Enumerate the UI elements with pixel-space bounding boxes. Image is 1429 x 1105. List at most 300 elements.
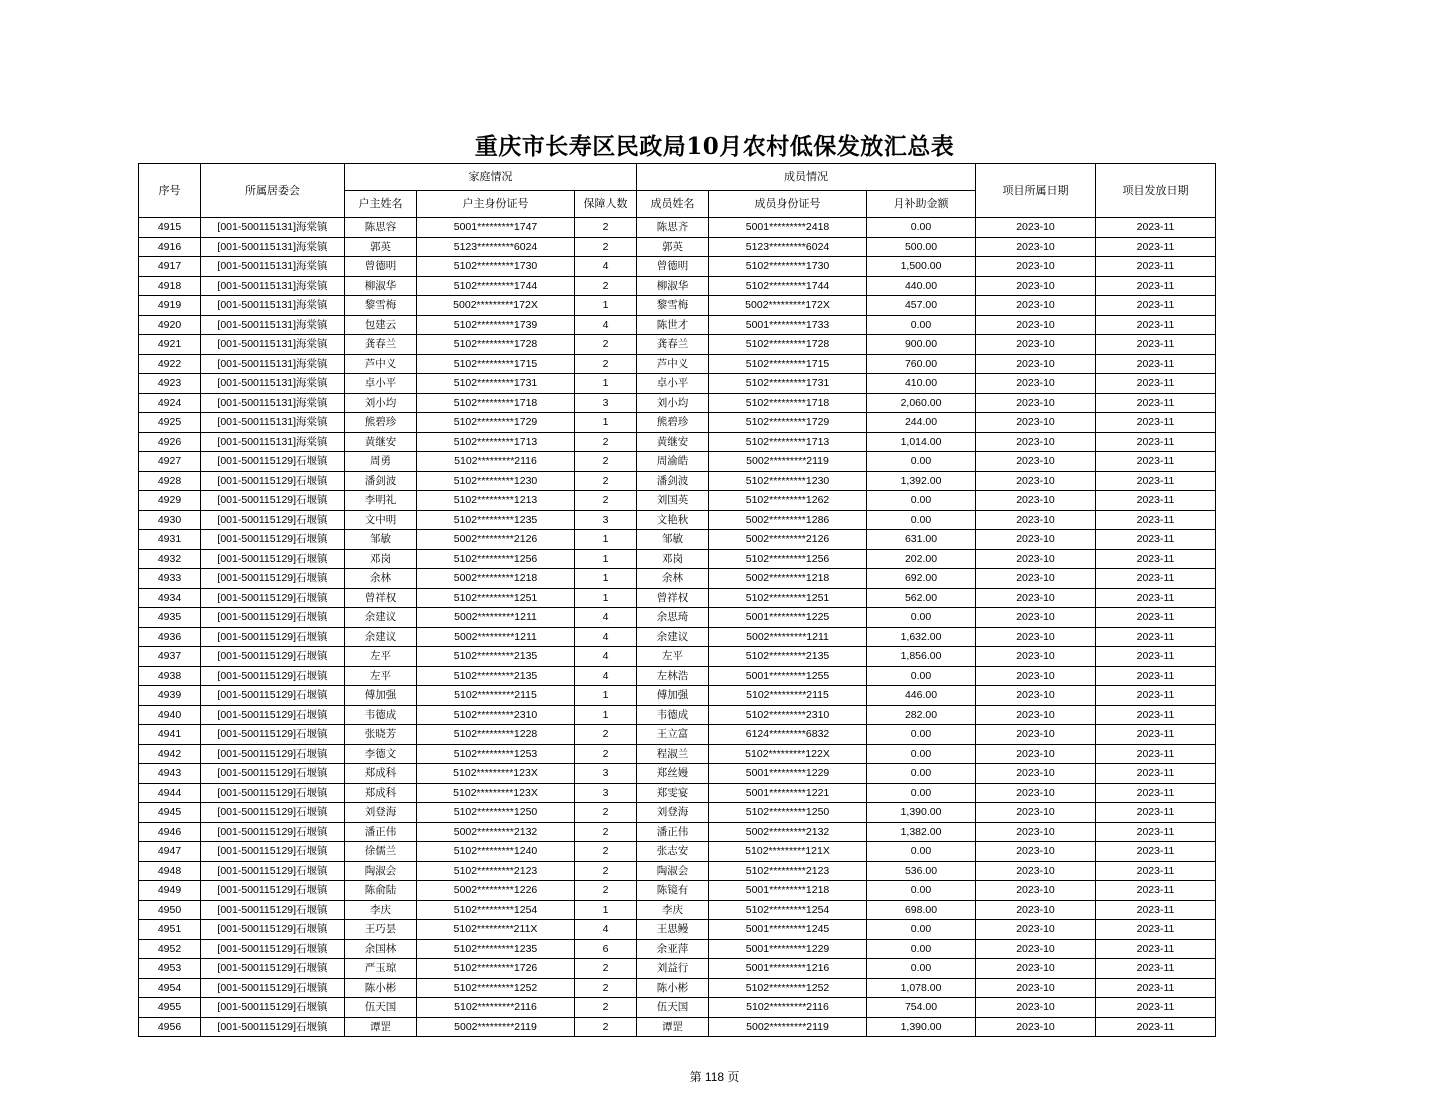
cell-project-period: 2023-10 <box>976 842 1096 862</box>
cell-insured-count: 2 <box>575 432 637 452</box>
cell-community: [001-500115131]海棠镇 <box>201 354 345 374</box>
cell-member-id: 5001*********1218 <box>709 881 867 901</box>
cell-issue-date: 2023-11 <box>1096 432 1216 452</box>
cell-seq: 4925 <box>139 413 201 433</box>
cell-seq: 4951 <box>139 920 201 940</box>
cell-member-id: 5001*********2418 <box>709 218 867 238</box>
cell-member-id: 6124*********6832 <box>709 725 867 745</box>
cell-insured-count: 3 <box>575 393 637 413</box>
cell-community: [001-500115131]海棠镇 <box>201 315 345 335</box>
table-row <box>139 686 1216 706</box>
cell-issue-date: 2023-11 <box>1096 783 1216 803</box>
cell-household-name: 潘剑波 <box>345 471 417 491</box>
cell-community: [001-500115131]海棠镇 <box>201 296 345 316</box>
cell-seq: 4928 <box>139 471 201 491</box>
table-row <box>139 549 1216 569</box>
cell-issue-date: 2023-11 <box>1096 237 1216 257</box>
cell-member-name: 韦德成 <box>637 705 709 725</box>
cell-household-id: 5102*********123X <box>417 764 575 784</box>
cell-member-name: 邓岗 <box>637 549 709 569</box>
cell-household-id: 5102*********1713 <box>417 432 575 452</box>
cell-monthly-amount: 410.00 <box>867 374 976 394</box>
table-row <box>139 647 1216 667</box>
cell-household-name: 郭英 <box>345 237 417 257</box>
cell-community: [001-500115129]石堰镇 <box>201 900 345 920</box>
cell-community: [001-500115129]石堰镇 <box>201 647 345 667</box>
cell-project-period: 2023-10 <box>976 608 1096 628</box>
header-seq: 序号 <box>139 164 201 218</box>
cell-household-name: 余建议 <box>345 608 417 628</box>
cell-household-name: 王巧昙 <box>345 920 417 940</box>
cell-issue-date: 2023-11 <box>1096 900 1216 920</box>
cell-household-name: 潘正伟 <box>345 822 417 842</box>
cell-project-period: 2023-10 <box>976 998 1096 1018</box>
cell-project-period: 2023-10 <box>976 393 1096 413</box>
cell-monthly-amount: 457.00 <box>867 296 976 316</box>
cell-member-name: 左平 <box>637 647 709 667</box>
cell-household-id: 5002*********2126 <box>417 530 575 550</box>
cell-insured-count: 4 <box>575 315 637 335</box>
cell-monthly-amount: 536.00 <box>867 861 976 881</box>
cell-member-name: 谭罡 <box>637 1017 709 1037</box>
cell-issue-date: 2023-11 <box>1096 257 1216 277</box>
cell-seq: 4947 <box>139 842 201 862</box>
cell-project-period: 2023-10 <box>976 959 1096 979</box>
cell-insured-count: 2 <box>575 1017 637 1037</box>
cell-seq: 4921 <box>139 335 201 355</box>
cell-monthly-amount: 0.00 <box>867 744 976 764</box>
cell-member-id: 5102*********1252 <box>709 978 867 998</box>
cell-member-name: 刘国英 <box>637 491 709 511</box>
cell-seq: 4936 <box>139 627 201 647</box>
table-row <box>139 978 1216 998</box>
cell-issue-date: 2023-11 <box>1096 686 1216 706</box>
cell-household-id: 5002*********1218 <box>417 569 575 589</box>
header-member-name: 成员姓名 <box>637 191 709 218</box>
cell-monthly-amount: 2,060.00 <box>867 393 976 413</box>
cell-seq: 4955 <box>139 998 201 1018</box>
cell-member-name: 余建议 <box>637 627 709 647</box>
cell-issue-date: 2023-11 <box>1096 803 1216 823</box>
cell-project-period: 2023-10 <box>976 413 1096 433</box>
cell-community: [001-500115129]石堰镇 <box>201 822 345 842</box>
cell-seq: 4935 <box>139 608 201 628</box>
cell-household-id: 5123*********6024 <box>417 237 575 257</box>
cell-monthly-amount: 1,078.00 <box>867 978 976 998</box>
cell-household-name: 曾德明 <box>345 257 417 277</box>
cell-household-name: 余建议 <box>345 627 417 647</box>
cell-household-name: 包建云 <box>345 315 417 335</box>
cell-seq: 4937 <box>139 647 201 667</box>
cell-project-period: 2023-10 <box>976 471 1096 491</box>
cell-insured-count: 1 <box>575 569 637 589</box>
cell-household-id: 5102*********2135 <box>417 666 575 686</box>
cell-household-name: 余林 <box>345 569 417 589</box>
cell-member-name: 曾祥权 <box>637 588 709 608</box>
cell-issue-date: 2023-11 <box>1096 413 1216 433</box>
table-row <box>139 627 1216 647</box>
cell-monthly-amount: 0.00 <box>867 959 976 979</box>
cell-household-id: 5102*********2115 <box>417 686 575 706</box>
cell-monthly-amount: 0.00 <box>867 491 976 511</box>
table-body <box>139 218 1216 1037</box>
cell-household-id: 5102*********2116 <box>417 998 575 1018</box>
cell-member-name: 柳淑华 <box>637 276 709 296</box>
cell-community: [001-500115129]石堰镇 <box>201 939 345 959</box>
table-row <box>139 530 1216 550</box>
table-row <box>139 335 1216 355</box>
cell-community: [001-500115129]石堰镇 <box>201 452 345 472</box>
cell-insured-count: 2 <box>575 354 637 374</box>
table-row <box>139 842 1216 862</box>
cell-seq: 4917 <box>139 257 201 277</box>
cell-member-name: 芦中义 <box>637 354 709 374</box>
cell-community: [001-500115129]石堰镇 <box>201 686 345 706</box>
header-insured-count: 保障人数 <box>575 191 637 218</box>
cell-seq: 4929 <box>139 491 201 511</box>
page-footer: 第 118 页 <box>689 1070 740 1084</box>
cell-issue-date: 2023-11 <box>1096 627 1216 647</box>
cell-member-name: 刘登海 <box>637 803 709 823</box>
cell-member-name: 卓小平 <box>637 374 709 394</box>
cell-insured-count: 1 <box>575 705 637 725</box>
table-row <box>139 393 1216 413</box>
header-community: 所属居委会 <box>201 164 345 218</box>
cell-insured-count: 4 <box>575 257 637 277</box>
cell-insured-count: 2 <box>575 218 637 238</box>
cell-monthly-amount: 0.00 <box>867 842 976 862</box>
cell-member-id: 5001*********1216 <box>709 959 867 979</box>
cell-seq: 4930 <box>139 510 201 530</box>
cell-community: [001-500115131]海棠镇 <box>201 257 345 277</box>
cell-project-period: 2023-10 <box>976 725 1096 745</box>
cell-issue-date: 2023-11 <box>1096 471 1216 491</box>
cell-household-name: 傅加强 <box>345 686 417 706</box>
cell-household-id: 5102*********1253 <box>417 744 575 764</box>
cell-project-period: 2023-10 <box>976 647 1096 667</box>
cell-community: [001-500115129]石堰镇 <box>201 861 345 881</box>
cell-household-name: 郑成科 <box>345 764 417 784</box>
table-row <box>139 354 1216 374</box>
table-row <box>139 900 1216 920</box>
cell-project-period: 2023-10 <box>976 978 1096 998</box>
table-row <box>139 432 1216 452</box>
table-row <box>139 471 1216 491</box>
cell-issue-date: 2023-11 <box>1096 842 1216 862</box>
cell-household-id: 5102*********1252 <box>417 978 575 998</box>
cell-household-name: 严玉琼 <box>345 959 417 979</box>
cell-seq: 4931 <box>139 530 201 550</box>
table-row <box>139 237 1216 257</box>
cell-community: [001-500115129]石堰镇 <box>201 569 345 589</box>
cell-member-name: 文艳秋 <box>637 510 709 530</box>
cell-seq: 4941 <box>139 725 201 745</box>
cell-insured-count: 6 <box>575 939 637 959</box>
cell-household-id: 5102*********1228 <box>417 725 575 745</box>
cell-community: [001-500115129]石堰镇 <box>201 1017 345 1037</box>
cell-community: [001-500115129]石堰镇 <box>201 491 345 511</box>
cell-seq: 4932 <box>139 549 201 569</box>
cell-community: [001-500115129]石堰镇 <box>201 744 345 764</box>
cell-monthly-amount: 244.00 <box>867 413 976 433</box>
cell-project-period: 2023-10 <box>976 627 1096 647</box>
cell-community: [001-500115129]石堰镇 <box>201 803 345 823</box>
cell-household-id: 5102*********1230 <box>417 471 575 491</box>
cell-project-period: 2023-10 <box>976 686 1096 706</box>
cell-member-id: 5102*********1713 <box>709 432 867 452</box>
cell-monthly-amount: 0.00 <box>867 764 976 784</box>
cell-issue-date: 2023-11 <box>1096 978 1216 998</box>
cell-project-period: 2023-10 <box>976 374 1096 394</box>
cell-project-period: 2023-10 <box>976 296 1096 316</box>
cell-seq: 4934 <box>139 588 201 608</box>
cell-issue-date: 2023-11 <box>1096 861 1216 881</box>
cell-member-id: 5002*********1211 <box>709 627 867 647</box>
cell-project-period: 2023-10 <box>976 432 1096 452</box>
cell-monthly-amount: 1,390.00 <box>867 803 976 823</box>
cell-member-id: 5102*********2310 <box>709 705 867 725</box>
cell-insured-count: 1 <box>575 686 637 706</box>
table-row <box>139 608 1216 628</box>
cell-household-id: 5102*********211X <box>417 920 575 940</box>
cell-household-id: 5002*********2132 <box>417 822 575 842</box>
cell-monthly-amount: 0.00 <box>867 452 976 472</box>
cell-household-id: 5102*********1256 <box>417 549 575 569</box>
cell-monthly-amount: 631.00 <box>867 530 976 550</box>
cell-project-period: 2023-10 <box>976 335 1096 355</box>
header-issue-date: 项目发放日期 <box>1096 164 1216 218</box>
cell-member-name: 周渝皓 <box>637 452 709 472</box>
cell-issue-date: 2023-11 <box>1096 549 1216 569</box>
cell-member-id: 5102*********1728 <box>709 335 867 355</box>
cell-project-period: 2023-10 <box>976 569 1096 589</box>
cell-community: [001-500115129]石堰镇 <box>201 959 345 979</box>
cell-issue-date: 2023-11 <box>1096 705 1216 725</box>
table-row <box>139 764 1216 784</box>
cell-issue-date: 2023-11 <box>1096 354 1216 374</box>
cell-household-name: 曾祥权 <box>345 588 417 608</box>
cell-member-id: 5102*********2135 <box>709 647 867 667</box>
cell-monthly-amount: 0.00 <box>867 666 976 686</box>
cell-seq: 4915 <box>139 218 201 238</box>
table-row <box>139 374 1216 394</box>
cell-member-name: 余林 <box>637 569 709 589</box>
cell-member-id: 5102*********1251 <box>709 588 867 608</box>
cell-monthly-amount: 202.00 <box>867 549 976 569</box>
cell-member-name: 张志安 <box>637 842 709 862</box>
cell-insured-count: 2 <box>575 861 637 881</box>
cell-project-period: 2023-10 <box>976 257 1096 277</box>
cell-seq: 4956 <box>139 1017 201 1037</box>
cell-insured-count: 2 <box>575 978 637 998</box>
cell-insured-count: 2 <box>575 335 637 355</box>
table-row <box>139 569 1216 589</box>
cell-project-period: 2023-10 <box>976 705 1096 725</box>
cell-household-id: 5102*********2123 <box>417 861 575 881</box>
header-member-group: 成员情况 <box>637 164 976 191</box>
cell-household-name: 韦德成 <box>345 705 417 725</box>
cell-household-id: 5102*********1728 <box>417 335 575 355</box>
cell-issue-date: 2023-11 <box>1096 452 1216 472</box>
cell-community: [001-500115129]石堰镇 <box>201 510 345 530</box>
cell-project-period: 2023-10 <box>976 1017 1096 1037</box>
table-row <box>139 705 1216 725</box>
cell-monthly-amount: 0.00 <box>867 939 976 959</box>
cell-issue-date: 2023-11 <box>1096 315 1216 335</box>
cell-issue-date: 2023-11 <box>1096 588 1216 608</box>
cell-insured-count: 1 <box>575 413 637 433</box>
cell-community: [001-500115129]石堰镇 <box>201 881 345 901</box>
cell-project-period: 2023-10 <box>976 764 1096 784</box>
cell-seq: 4916 <box>139 237 201 257</box>
cell-insured-count: 3 <box>575 783 637 803</box>
table-row <box>139 666 1216 686</box>
cell-member-id: 5102*********1230 <box>709 471 867 491</box>
table-row <box>139 783 1216 803</box>
cell-project-period: 2023-10 <box>976 666 1096 686</box>
cell-issue-date: 2023-11 <box>1096 647 1216 667</box>
cell-community: [001-500115131]海棠镇 <box>201 432 345 452</box>
cell-member-id: 5102*********1729 <box>709 413 867 433</box>
cell-project-period: 2023-10 <box>976 354 1096 374</box>
cell-community: [001-500115129]石堰镇 <box>201 627 345 647</box>
cell-household-name: 伍天国 <box>345 998 417 1018</box>
cell-insured-count: 2 <box>575 959 637 979</box>
cell-household-id: 5102*********1726 <box>417 959 575 979</box>
cell-member-name: 陈镜有 <box>637 881 709 901</box>
cell-member-id: 5102*********1250 <box>709 803 867 823</box>
header-monthly-amount: 月补助金额 <box>867 191 976 218</box>
cell-household-id: 5102*********2310 <box>417 705 575 725</box>
cell-member-name: 郭英 <box>637 237 709 257</box>
cell-household-name: 黎雪梅 <box>345 296 417 316</box>
cell-community: [001-500115129]石堰镇 <box>201 471 345 491</box>
cell-community: [001-500115131]海棠镇 <box>201 237 345 257</box>
cell-monthly-amount: 1,856.00 <box>867 647 976 667</box>
cell-insured-count: 1 <box>575 588 637 608</box>
cell-household-name: 徐儒兰 <box>345 842 417 862</box>
cell-member-id: 5102*********2123 <box>709 861 867 881</box>
cell-member-name: 王思鳗 <box>637 920 709 940</box>
cell-member-id: 5001*********1733 <box>709 315 867 335</box>
cell-monthly-amount: 1,392.00 <box>867 471 976 491</box>
cell-insured-count: 3 <box>575 764 637 784</box>
cell-monthly-amount: 760.00 <box>867 354 976 374</box>
cell-monthly-amount: 0.00 <box>867 510 976 530</box>
cell-issue-date: 2023-11 <box>1096 959 1216 979</box>
cell-member-name: 郑雯宴 <box>637 783 709 803</box>
cell-project-period: 2023-10 <box>976 744 1096 764</box>
cell-project-period: 2023-10 <box>976 920 1096 940</box>
cell-household-name: 李德文 <box>345 744 417 764</box>
cell-household-id: 5002*********1211 <box>417 627 575 647</box>
cell-household-id: 5001*********1747 <box>417 218 575 238</box>
cell-member-id: 5102*********121X <box>709 842 867 862</box>
cell-insured-count: 2 <box>575 276 637 296</box>
cell-project-period: 2023-10 <box>976 491 1096 511</box>
cell-household-id: 5102*********1715 <box>417 354 575 374</box>
table-row <box>139 491 1216 511</box>
cell-insured-count: 2 <box>575 881 637 901</box>
cell-project-period: 2023-10 <box>976 861 1096 881</box>
cell-household-id: 5102*********2135 <box>417 647 575 667</box>
cell-household-id: 5102*********1718 <box>417 393 575 413</box>
cell-project-period: 2023-10 <box>976 315 1096 335</box>
cell-insured-count: 1 <box>575 900 637 920</box>
cell-member-name: 邹敏 <box>637 530 709 550</box>
cell-insured-count: 4 <box>575 920 637 940</box>
cell-community: [001-500115129]石堰镇 <box>201 725 345 745</box>
cell-monthly-amount: 698.00 <box>867 900 976 920</box>
cell-monthly-amount: 1,390.00 <box>867 1017 976 1037</box>
cell-seq: 4918 <box>139 276 201 296</box>
cell-member-id: 5001*********1245 <box>709 920 867 940</box>
cell-project-period: 2023-10 <box>976 783 1096 803</box>
cell-insured-count: 2 <box>575 803 637 823</box>
cell-member-name: 陈世才 <box>637 315 709 335</box>
cell-insured-count: 4 <box>575 666 637 686</box>
cell-project-period: 2023-10 <box>976 549 1096 569</box>
cell-household-name: 柳淑华 <box>345 276 417 296</box>
cell-seq: 4940 <box>139 705 201 725</box>
cell-seq: 4953 <box>139 959 201 979</box>
cell-member-name: 陈思齐 <box>637 218 709 238</box>
cell-issue-date: 2023-11 <box>1096 881 1216 901</box>
cell-member-id: 5102*********2116 <box>709 998 867 1018</box>
cell-household-name: 邓岗 <box>345 549 417 569</box>
cell-household-name: 谭罡 <box>345 1017 417 1037</box>
cell-household-id: 5002*********1226 <box>417 881 575 901</box>
cell-member-id: 5102*********1715 <box>709 354 867 374</box>
cell-member-id: 5102*********1718 <box>709 393 867 413</box>
cell-issue-date: 2023-11 <box>1096 744 1216 764</box>
table-row <box>139 276 1216 296</box>
cell-project-period: 2023-10 <box>976 900 1096 920</box>
cell-household-name: 郑成科 <box>345 783 417 803</box>
cell-seq: 4927 <box>139 452 201 472</box>
cell-member-id: 5102*********1262 <box>709 491 867 511</box>
cell-household-name: 陈思容 <box>345 218 417 238</box>
cell-community: [001-500115131]海棠镇 <box>201 374 345 394</box>
cell-seq: 4950 <box>139 900 201 920</box>
cell-monthly-amount: 754.00 <box>867 998 976 1018</box>
cell-community: [001-500115129]石堰镇 <box>201 998 345 1018</box>
cell-member-id: 5001*********1229 <box>709 939 867 959</box>
cell-household-name: 刘小均 <box>345 393 417 413</box>
cell-monthly-amount: 0.00 <box>867 783 976 803</box>
cell-issue-date: 2023-11 <box>1096 335 1216 355</box>
cell-insured-count: 4 <box>575 608 637 628</box>
cell-member-id: 5002*********2119 <box>709 452 867 472</box>
cell-household-id: 5102*********1730 <box>417 257 575 277</box>
cell-seq: 4948 <box>139 861 201 881</box>
header-household-name: 户主姓名 <box>345 191 417 218</box>
cell-issue-date: 2023-11 <box>1096 920 1216 940</box>
cell-household-id: 5102*********1729 <box>417 413 575 433</box>
cell-member-name: 刘益行 <box>637 959 709 979</box>
table-row <box>139 744 1216 764</box>
cell-seq: 4919 <box>139 296 201 316</box>
table-row <box>139 939 1216 959</box>
cell-member-name: 刘小均 <box>637 393 709 413</box>
table-row <box>139 452 1216 472</box>
cell-community: [001-500115131]海棠镇 <box>201 218 345 238</box>
cell-member-id: 5001*********1255 <box>709 666 867 686</box>
cell-community: [001-500115129]石堰镇 <box>201 764 345 784</box>
cell-monthly-amount: 0.00 <box>867 881 976 901</box>
cell-household-name: 文中明 <box>345 510 417 530</box>
table-row <box>139 822 1216 842</box>
